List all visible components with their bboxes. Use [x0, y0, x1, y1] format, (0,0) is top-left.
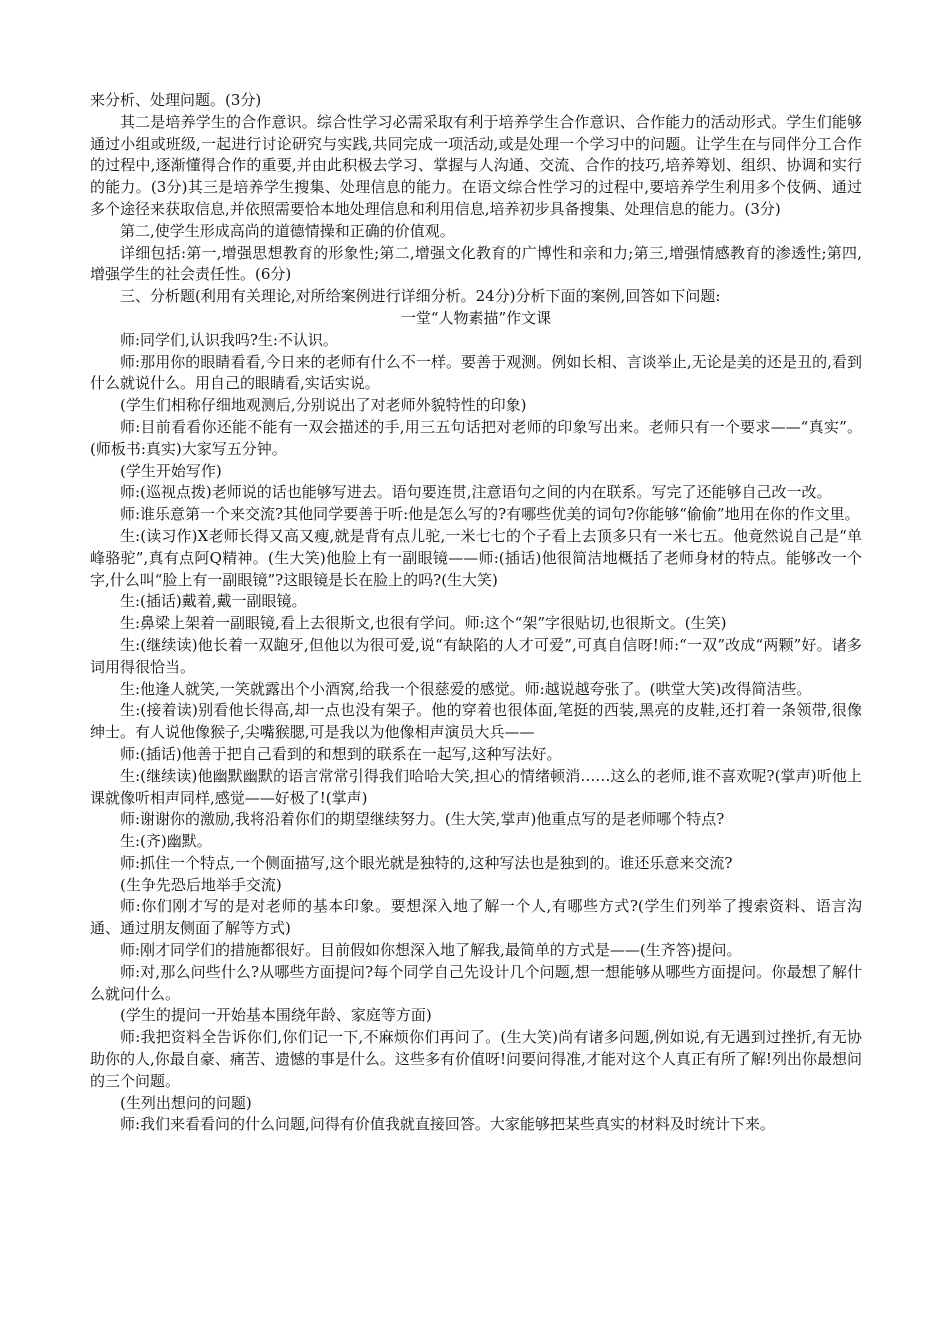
dialogue-line: 师:谢谢你的激励,我将沿着你们的期望继续努力。(生大笑,掌声)他重点写的是老师哪个特点?: [120, 810, 725, 829]
dialogue-line: 生:他逢人就笑,一笑就露出个小酒窝,给我一个很慈爱的感觉。师:越说越夸张了。(哄堂大笑)改得简洁些。: [120, 679, 812, 698]
dialogue-line: 生:(继续读)他幽默幽默的语言常常引得我们哈哈大笑,担心的情绪顿消……这么的老师,谁不喜欢呢?(掌声)听他上课就像听相声同样,感觉——好极了!(掌声): [90, 766, 862, 807]
stage-direction: (生列出想问的问题): [120, 1093, 252, 1112]
paragraph-1: 来分析、处理问题。(3分): [90, 91, 262, 109]
case-title: 一堂“人物素描”作文课: [400, 308, 552, 327]
dialogue-line: 师:谁乐意第一个来交流?其他同学要善于听:他是怎么写的?有哪些优美的词句?你能够“偷偷”地用在你的作文里。: [120, 505, 860, 524]
dialogue-line: 师:同学们,认识我吗?生:不认识。: [120, 330, 338, 349]
paragraph-4: 详细包括:第一,增强思想教育的形象性;第二,增强文化教育的广博性和亲和力;第三,增强情感教育的渗透性;第四,增强学生的社会责任性。(6分): [90, 243, 862, 284]
dialogue-line: 师:目前看看你还能不能有一双会描述的手,用三五句话把对老师的印象写出来。老师只有一个要求——“真实”。(师板书:真实)大家写五分钟。: [90, 417, 862, 458]
dialogue-line: 师:刚才同学们的措施都很好。目前假如你想深入地了解我,最简单的方式是——(生齐答)提问。: [120, 941, 742, 960]
dialogue-line: 师:抓住一个特点,一个侧面描写,这个眼光就是独特的,这种写法也是独到的。谁还乐意来交流?: [120, 853, 733, 872]
dialogue-line: 生:(齐)幽默。: [120, 832, 212, 851]
paragraph-3: 第二,使学生形成高尚的道德情操和正确的价值观。: [120, 221, 455, 240]
dialogue-line: 师:那用你的眼睛看看,今日来的老师有什么不一样。要善于观测。例如长相、言谈举止,无论是美的还是丑的,看到什么就说什么。用自己的眼睛看,实话实说。: [90, 352, 862, 393]
stage-direction: (学生开始写作): [120, 461, 222, 480]
stage-direction: (生争先恐后地举手交流): [120, 875, 282, 894]
stage-direction: (学生们相称仔细地观测后,分别说出了对老师外貌特性的印象): [120, 396, 527, 415]
dialogue-line: 生:(继续读)他长着一双龅牙,但他以为很可爱,说“有缺陷的人才可爱”,可真自信呀!师:“一双”改成“两颗”好。诸多词用得很恰当。: [90, 635, 862, 676]
dialogue-line: 生:鼻梁上架着一副眼镜,看上去很斯文,也很有学问。师:这个“架”字很贴切,也很斯文。(生笑): [120, 614, 727, 633]
dialogue-line: 生:(读习作)X老师长得又高又瘦,就是背有点儿驼,一米七七的个子看上去顶多只有一米七五。他竟然说自己是“单峰骆驼”,真有点阿Q精神。(生大笑)他脸上有一副眼镜——师:(插话)他很简洁地概括了老师身材的特点。能够改一个字,什么叫“脸上有一副眼镜”?这眼镜是长在脸上的吗?(生大笑): [90, 526, 862, 589]
paragraph-2: 其二是培养学生的合作意识。综合性学习必需采取有利于培养学生合作意识、合作能力的活动形式。学生们能够通过小组或班级,一起进行讨论研究与实践,共同完成一项活动,或是处理一个学习中的问题。让学生在与同伴分工合作的过程中,逐渐懂得合作的重要,并由此积极去学习、掌握与人沟通、交流、合作的技巧,培养筹划、组织、协调和实行的能力。(3分)其三是培养学生搜集、处理信息的能力。在语文综合性学习的过程中,要培养学生利用多个伎俩、通过多个途径来获取信息,并依照需要恰本地处理信息和利用信息,培养初步具备搜集、处理信息的能力。(3分): [90, 112, 862, 218]
section-heading: 三、分析题(利用有关理论,对所给案例进行详细分析。24分)分析下面的案例,回答如下问题:: [120, 287, 721, 306]
dialogue-line: 师:对,那么问些什么?从哪些方面提问?每个同学自己先设计几个问题,想一想能够从哪些方面提问。你最想了解什么就问什么。: [90, 962, 862, 1003]
dialogue-line: 师:我把资料全告诉你们,你们记一下,不麻烦你们再问了。(生大笑)尚有诸多问题,例如说,有无遇到过挫折,有无协助你的人,你最自豪、痛苦、遗憾的事是什么。这些多有价值呀!问要问得准,才能对这个人真正有所了解!列出你最想问的三个问题。: [90, 1028, 862, 1090]
dialogue-line: 师:(插话)他善于把自己看到的和想到的联系在一起写,这种写法好。: [120, 744, 562, 763]
dialogue-line: 师:你们刚才写的是对老师的基本印象。要想深入地了解一个人,有哪些方式?(学生们列举了搜索资料、语言沟通、通过朋友侧面了解等方式): [90, 897, 862, 938]
dialogue-line: 生:(插话)戴着,戴一副眼镜。: [120, 592, 307, 611]
stage-direction: (学生的提问一开始基本围绕年龄、家庭等方面): [120, 1006, 432, 1025]
dialogue-line: 师:(巡视点拨)老师说的话也能够写进去。语句要连贯,注意语句之间的内在联系。写完了还能够自己改一改。: [120, 483, 832, 502]
dialogue-line: 师:我们来看看问的什么问题,问得有价值我就直接回答。大家能够把某些真实的材料及时统计下来。: [120, 1115, 775, 1134]
document-page: [90, 90, 862, 1136]
dialogue-line: 生:(接着读)别看他长得高,却一点也没有架子。他的穿着也很体面,笔挺的西装,黑亮的皮鞋,还打着一条领带,很像绅士。有人说他像猴子,尖嘴猴腮,可是我以为他像相声演员大兵——: [90, 701, 862, 742]
